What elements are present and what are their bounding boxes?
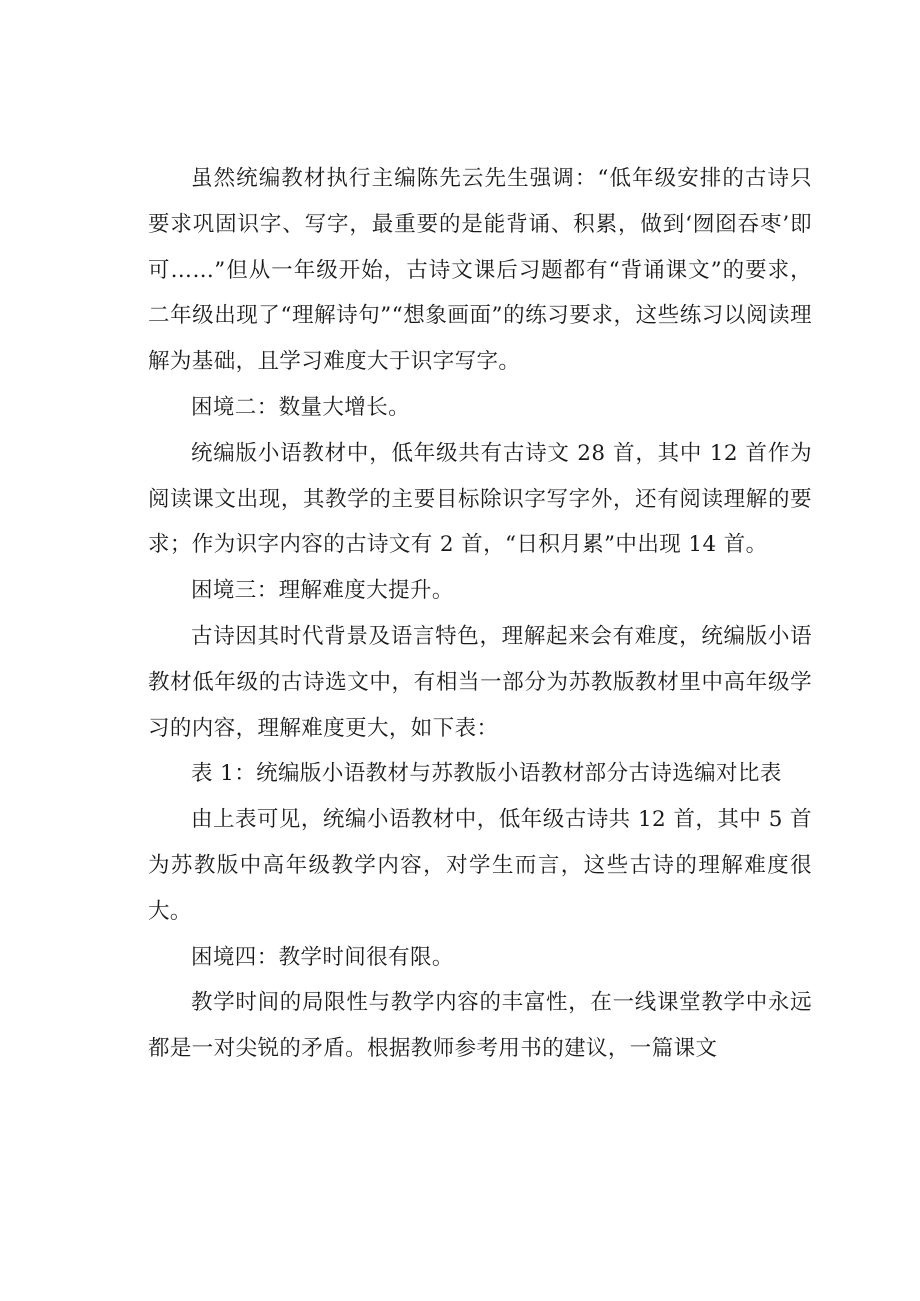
heading-difficulty-two: 困境二：数量大增长。 — [191, 394, 411, 420]
table-caption: 表 1：统编版小语教材与苏教版小语教材部分古诗选编对比表 — [191, 761, 782, 787]
paragraph-chen-xianyun-quote: 虽然统编教材执行主编陈先云先生强调：“低年级安排的古诗只要求巩固识字、写字，最重要的是能背诵、积累，做到‘囫囵吞枣’即可……”但从一年级开始，古诗文课后习题都有“背诵课文”的要求，二年级出现了“理解诗句”“想象画面”的练习要求，这些练习以阅读理解为基础，且学习难度大于识字写字。 — [148, 166, 812, 375]
paragraph-comprehension-difficulty: 古诗因其时代背景及语言特色，理解起来会有难度，统编版小语教材低年级的古诗选文中，有相当一部分为苏教版教材里中高年级学习的内容，理解难度更大，如下表： — [148, 623, 812, 741]
paragraph-table-conclusion: 由上表可见，统编小语教材中，低年级古诗共 12 首，其中 5 首为苏教版中高年级教学内容，对学生而言，这些古诗的理解难度很大。 — [148, 807, 812, 924]
paragraph-teaching-time: 教学时间的局限性与教学内容的丰富性，在一线课堂教学中永远都是一对尖锐的矛盾。根据教师参考用书的建议，一篇课文 — [148, 990, 812, 1062]
heading-difficulty-four: 困境四：教学时间很有限。 — [191, 944, 454, 970]
heading-difficulty-three: 困境三：理解难度大提升。 — [191, 578, 454, 604]
document-body — [148, 156, 812, 1072]
paragraph-poem-count: 统编版小语教材中，低年级共有古诗文 28 首，其中 12 首作为阅读课文出现，其教学的主要目标除识字写字外，还有阅读理解的要求；作为识字内容的古诗文有 2 首，“日积月累”中出现 14 首。 — [148, 440, 812, 558]
